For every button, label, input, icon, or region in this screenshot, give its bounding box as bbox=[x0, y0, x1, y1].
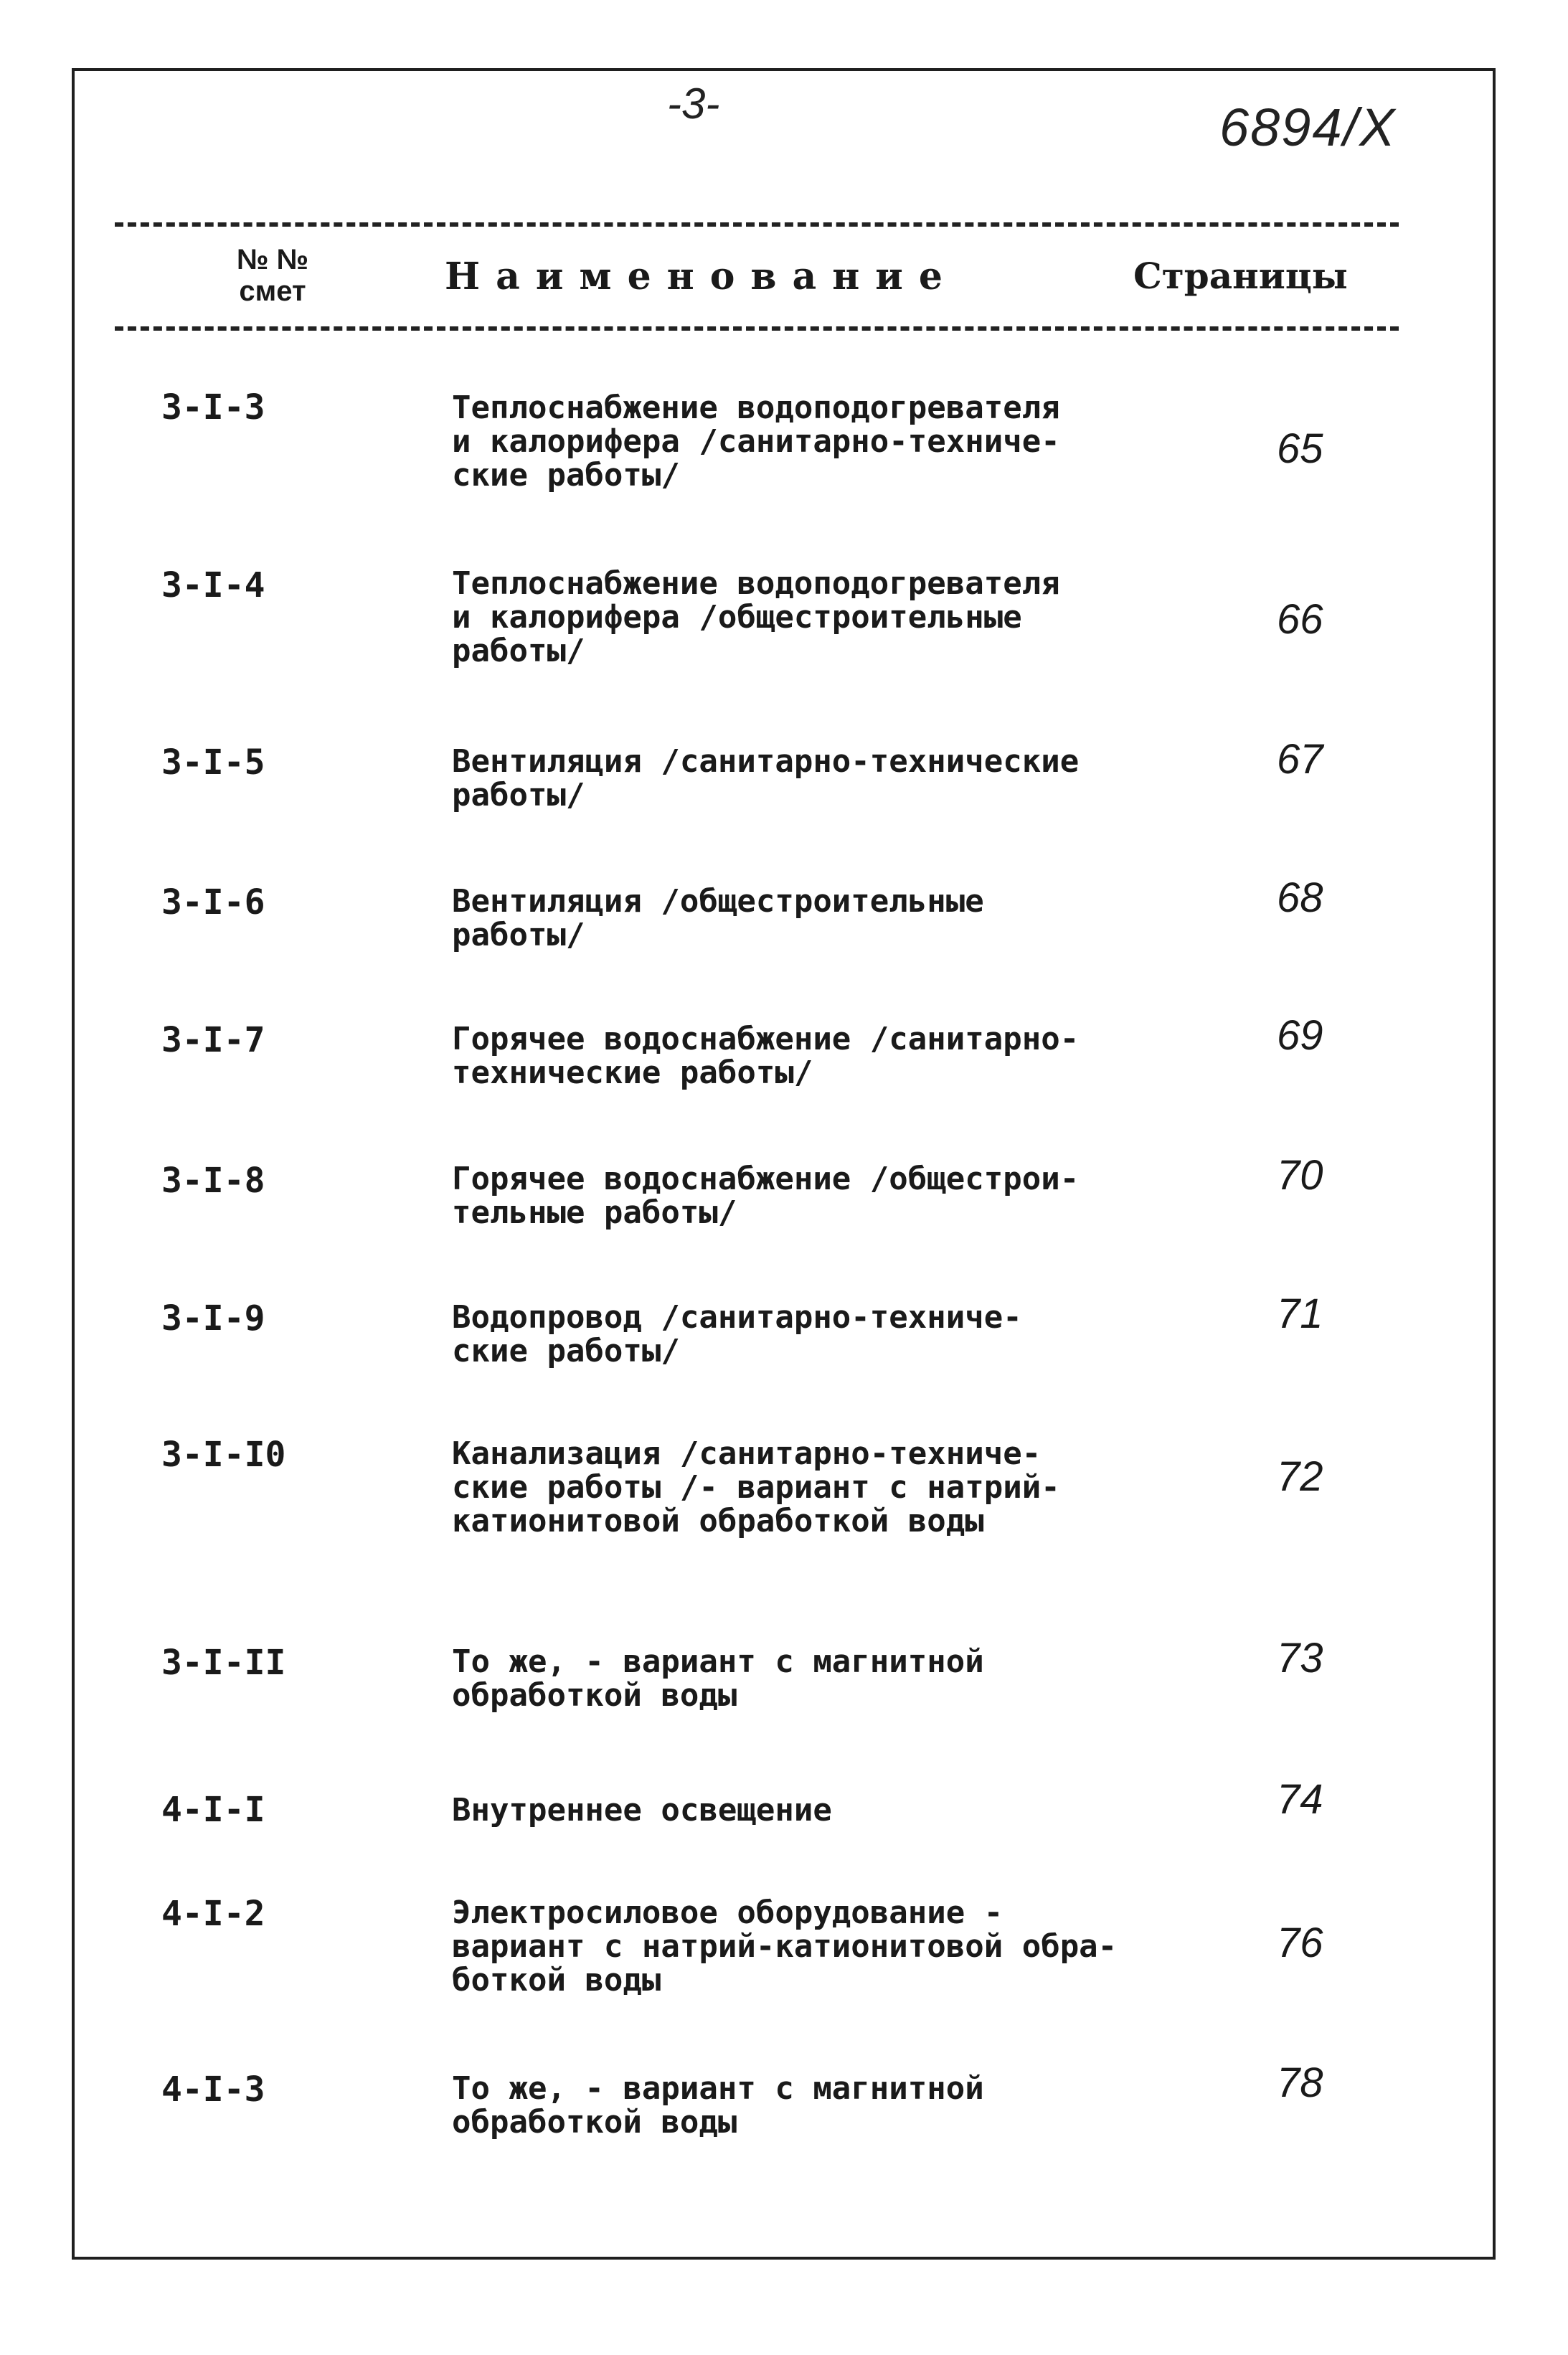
row-page: 69 bbox=[1277, 1012, 1323, 1059]
row-page: 71 bbox=[1277, 1290, 1323, 1337]
row-title: Горячее водоснабжение /санитарно- технические работы/ bbox=[452, 1021, 1080, 1091]
row-code: 3-I-II bbox=[161, 1643, 286, 1683]
row-title: Внутреннее освещение bbox=[452, 1792, 832, 1828]
row-code: 3-I-6 bbox=[161, 882, 265, 922]
row-page: 73 bbox=[1277, 1635, 1323, 1681]
row-title: Электросиловое оборудование - вариант с натрий-катионитовой обра- боткой воды bbox=[452, 1894, 1118, 1998]
row-code: 3-I-8 bbox=[161, 1161, 265, 1201]
row-code: 4-I-3 bbox=[161, 2070, 265, 2110]
row-page: 78 bbox=[1277, 2059, 1323, 2106]
row-code: 3-I-4 bbox=[161, 565, 265, 605]
row-code: 3-I-I0 bbox=[161, 1435, 286, 1475]
document-number: 6894/X bbox=[1219, 98, 1397, 157]
row-code: 3-I-3 bbox=[161, 387, 265, 428]
row-page: 67 bbox=[1277, 736, 1323, 783]
row-title: Вентиляция /санитарно-технические работы/ bbox=[452, 743, 1080, 813]
column-header-pages: Страницы bbox=[1133, 255, 1348, 297]
row-page: 72 bbox=[1277, 1453, 1323, 1500]
row-page: 65 bbox=[1277, 425, 1323, 472]
row-title: Теплоснабжение водоподогревателя и калорифера /общестроительные работы/ bbox=[452, 565, 1060, 669]
column-header-name: Наименование bbox=[445, 255, 958, 298]
row-title: Горячее водоснабжение /общестрои- тельные работы/ bbox=[452, 1161, 1080, 1231]
row-page: 74 bbox=[1277, 1776, 1323, 1823]
row-code: 4-I-I bbox=[161, 1790, 265, 1830]
table-header-top-rule bbox=[115, 222, 1399, 227]
row-title: То же, - вариант с магнитной обработкой воды bbox=[452, 1643, 984, 1714]
row-page: 70 bbox=[1277, 1152, 1323, 1199]
row-code: 4-I-2 bbox=[161, 1894, 265, 1934]
row-code: 3-I-5 bbox=[161, 742, 265, 783]
row-title: Вентиляция /общестроительные работы/ bbox=[452, 883, 984, 953]
row-page: 76 bbox=[1277, 1920, 1323, 1966]
table-header-bottom-rule bbox=[115, 326, 1399, 331]
row-title: Теплоснабжение водоподогревателя и калорифера /санитарно-техниче- ские работы/ bbox=[452, 390, 1060, 494]
row-code: 3-I-7 bbox=[161, 1020, 265, 1060]
row-page: 68 bbox=[1277, 874, 1323, 921]
row-page: 66 bbox=[1277, 596, 1323, 643]
row-title: Канализация /санитарно-техниче- ские работы /- вариант с натрий- катионитовой обработкой воды bbox=[452, 1435, 1060, 1539]
row-code: 3-I-9 bbox=[161, 1298, 265, 1339]
row-title: То же, - вариант с магнитной обработкой воды bbox=[452, 2070, 984, 2141]
page-number: -3- bbox=[667, 80, 720, 128]
row-title: Водопровод /санитарно-техниче- ские работы/ bbox=[452, 1299, 1022, 1369]
column-header-code: № № смет bbox=[236, 244, 309, 307]
